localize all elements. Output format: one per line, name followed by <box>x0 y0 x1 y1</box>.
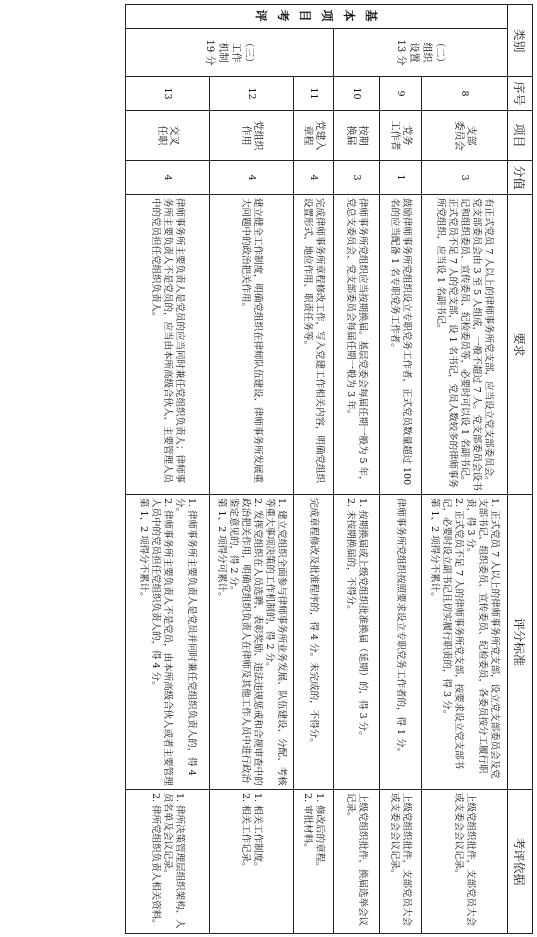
side-label <box>126 5 508 29</box>
seq-cell: 11 <box>294 77 334 111</box>
header-row <box>508 5 533 934</box>
requirement-cell: 律师事务所主要负责人是党员的应当同时兼任党组织负责人；律师事务所主要负责人不是党员的，应当由本所高级合伙人、主要管理人员中的党员担任党组织负责人。 <box>126 195 210 495</box>
basis-cell <box>334 790 380 934</box>
header-standard: 评分标准 <box>508 495 533 790</box>
seq-cell: 13 <box>126 77 210 111</box>
text-line: 按期 <box>357 125 369 146</box>
item-cell <box>294 111 334 161</box>
requirement-cell: 有正式党员 7 人以上的律师事务所党支部，应当设立党支部委员会。党支部委员会由 3 至 5 人组成，一般不超过 7 人。党支部委员会设书记和组织委员、宣传委员、纪检委员等，必要时可以设 1 名副书记。正式党员不足 7 人的党支部，设 1 名书记，党员人数较多的律师事务所党组织，应当设 1 名副书记。 <box>422 195 508 495</box>
text-line: 2. 未按期换届的，不得分。 <box>345 498 357 615</box>
text-line: 2. 律所党组织负责人相关资料。 <box>150 793 162 929</box>
text-line: 1. 建立党组织全面参与律师事务所业务发展、队伍建设、分配、考核等重大事项决策的工作机制的，得 2 分。 <box>264 498 288 786</box>
side-char: 目 <box>298 9 313 24</box>
item-cell <box>380 111 422 161</box>
basis-cell <box>294 790 334 934</box>
side-char: 考 <box>276 9 291 24</box>
table-row <box>334 5 380 934</box>
text-line: 上级党组织批件，换届选举会议记录。 <box>345 793 369 927</box>
category-line: （三） <box>243 37 255 68</box>
category-line: 19 分 <box>204 39 216 66</box>
text-line: 作用 <box>240 125 252 146</box>
seq-cell: 10 <box>334 77 380 111</box>
text-line: 任职 <box>156 125 168 146</box>
category-line: 机制 <box>217 42 229 63</box>
seq-cell: 12 <box>210 77 294 111</box>
category-line: 工作 <box>230 42 242 63</box>
text-line: 1. 正式党员 7 人以上的律师事务所党支部，设立党支部委员会及党支部书记、组织委员、宣传委员、纪检委员，各委员按分工履行职责，得 3 分。 <box>465 498 501 779</box>
text-line: 工作者 <box>389 120 401 151</box>
requirement-cell: 完成律师事务所章程修改工作，写入党建工作相关内容，明确党组织设置形式、地位作用、职责任务等。 <box>294 195 334 495</box>
text-line: 1. 律所决策管理层组织架构、人员名单及会议记录。 <box>162 793 186 929</box>
seq-cell: 9 <box>380 77 422 111</box>
category-line: 设置 <box>408 42 420 63</box>
header-seq: 序号 <box>508 77 533 111</box>
text-line: 换届 <box>345 125 357 146</box>
text-line: 1. 相关工作制度。 <box>252 793 264 872</box>
standard-cell <box>334 495 380 790</box>
text-line: 第 1、2 项得分不累计。 <box>429 498 441 602</box>
score-cell: 3 <box>422 161 508 195</box>
header-category: 类别 <box>508 5 533 77</box>
text-line: 第 1、2 项得分不累计。 <box>138 498 150 602</box>
category-line: 组织 <box>421 42 433 63</box>
item-cell <box>126 111 210 161</box>
standard-cell <box>422 495 508 790</box>
header-requirement: 要求 <box>508 195 533 495</box>
category-line: 13 分 <box>395 39 407 66</box>
item-cell <box>334 111 380 161</box>
category-line: （二） <box>434 37 446 68</box>
text-line: 2. 正式党员不足 7 人的律师事务所党支部，按要求设立党支部书记，必要时设立副书记且切实履行职责的，得 3 分。 <box>441 498 465 770</box>
text-line: 1. 修改后的章程。 <box>314 793 326 872</box>
text-line: 2. 发挥党组织在人员选聘、表彰奖励、违法违规惩戒和合规审查中的政治把关作用，明确党组织负责人在律师及其他工作人员中进行政治鉴定意见的，得 2 分。 <box>228 498 264 786</box>
side-char: 本 <box>342 9 357 24</box>
basis-cell <box>422 790 508 934</box>
score-cell: 4 <box>294 161 334 195</box>
text-line: 委员会 <box>453 120 465 151</box>
text-line: 第 1、2 项得分可累计。 <box>216 498 228 602</box>
header-basis: 考评依据 <box>508 790 533 934</box>
text-line: 交叉 <box>168 125 180 146</box>
table-row <box>210 5 294 934</box>
basis-cell <box>126 790 210 934</box>
text-line: 1. 律师事务所主要负责人是党员并同时兼任党组织负责人的，得 4 分。 <box>174 498 198 776</box>
text-line: 2. 律师事务所主要负责人不是党员，由本所高级合伙人或者主要管理人员中的党员担任党组织负责人的，得 4 分。 <box>150 498 174 786</box>
text-line: 支部 <box>465 125 477 146</box>
item-cell <box>210 111 294 161</box>
text-line: 上级党组织批件，支部党员大会或支委会会议记录。 <box>453 793 477 927</box>
requirement-cell: 鼓励律师事务所党组织设立专职党务工作者，正式党员数量超过 100 名的应当配备 1 名专职党务工作者。 <box>380 195 422 495</box>
table-row <box>380 5 422 934</box>
table-row <box>126 5 210 934</box>
requirement-cell: 律师事务所党组织应当按期换届。基层党委会每届任期一般为 5 年，党总支委员会、党支部委员会每届任期一般为 3 年。 <box>334 195 380 495</box>
text-line: 党务 <box>401 125 413 146</box>
category-cell <box>334 29 508 77</box>
basis-cell <box>210 790 294 934</box>
header-item: 项目 <box>508 111 533 161</box>
text-line: 律师事务所党组织按照要求设立专职党务工作者的，得 1 分。 <box>395 498 407 758</box>
text-line: 党建入 <box>314 120 326 151</box>
seq-cell: 8 <box>422 77 508 111</box>
text-line: 2. 审批材料。 <box>302 793 314 853</box>
standard-cell <box>380 495 422 790</box>
text-line: 1. 按期换届或上级党组织批准换届（延期）的，得 3 分。 <box>357 498 369 741</box>
item-cell <box>422 111 508 161</box>
text-line: 上级党组织批件，支部党员大会或支委会会议记录。 <box>389 793 413 927</box>
table-row <box>294 5 334 934</box>
text-line: 党组织 <box>252 120 264 151</box>
basis-cell <box>380 790 422 934</box>
text-line: 2. 相关工作记录。 <box>240 793 252 872</box>
evaluation-table <box>125 4 533 934</box>
text-line: 章程 <box>302 125 314 146</box>
standard-cell <box>294 495 334 790</box>
table-row <box>422 5 508 934</box>
standard-cell <box>126 495 210 790</box>
side-char: 基 <box>364 9 379 24</box>
score-cell: 4 <box>126 161 210 195</box>
category-cell <box>126 29 334 77</box>
table-body <box>126 5 508 934</box>
score-cell: 4 <box>210 161 294 195</box>
requirement-cell: 建立健全工作制度，明确党组织在律师队伍建设、律师事务所发展重大问题中的政治把关作用。 <box>210 195 294 495</box>
text-line: 完成章程修改及批准程序的，得 4 分。未完成的，不得分。 <box>308 498 320 748</box>
score-cell: 1 <box>380 161 422 195</box>
side-char: 项 <box>320 9 335 24</box>
standard-cell <box>210 495 294 790</box>
score-cell: 3 <box>334 161 380 195</box>
side-char: 评 <box>254 9 269 24</box>
header-score: 分值 <box>508 161 533 195</box>
